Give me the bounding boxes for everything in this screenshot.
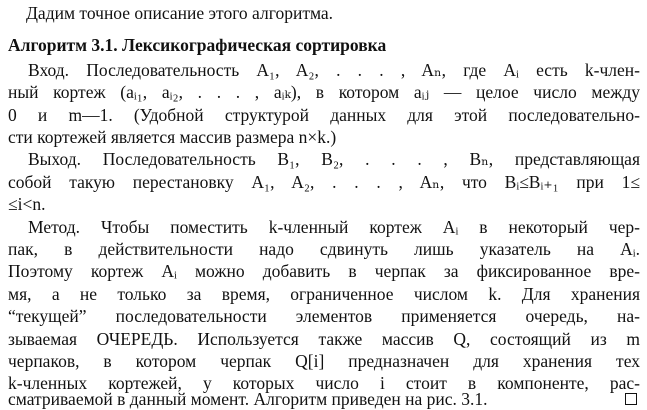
text-line: зываемая ОЧЕРЕДЬ. Используется также массив Q, состоящий из m (8, 328, 640, 349)
text-line: ≤i<n. (8, 194, 46, 215)
text-line: ный кортеж (aᵢ₁, aᵢ₂, . . . , aᵢₖ), в котором aᵢⱼ — целое число между (8, 82, 640, 103)
text-line: собой такую перестановку A₁, A₂, . . . , Aₙ, что Bᵢ≤Bᵢ₊₁ при 1≤ (8, 171, 640, 192)
end-of-algorithm-icon (625, 393, 637, 405)
algorithm-heading: Алгоритм 3.1. Лексикографическая сортировка (8, 35, 387, 56)
text-line: Выход. Последовательность B₁, B₂, . . . , Bₙ, представляющая (28, 149, 640, 170)
text-line: пак, в действительности надо сдвинуть лишь указатель на Aᵢ. (8, 239, 640, 259)
text-line: Вход. Последовательность A₁, A₂, . . . , Aₙ, где Aᵢ есть k-член- (28, 59, 640, 80)
text-line: Поэтому кортеж Aᵢ можно добавить в черпак за фиксированное вре- (8, 261, 640, 282)
text-line: черпаков, в котором черпак Q[i] предназначен для хранения тех (8, 351, 640, 371)
text-line: 0 и m—1. (Удобной структурой данных для этой последовательно- (8, 104, 640, 125)
text-line: Метод. Чтобы поместить k-членный кортеж Aᵢ в некоторый чер- (28, 216, 640, 237)
text-line: сматриваемой в данный момент. Алгоритм приведен на рис. 3.1. (8, 388, 488, 409)
text-line: мя, а не только за время, ограниченное числом k. Для хранения (8, 283, 640, 304)
intro-sentence: Дадим точное описание этого алгоритма. (26, 3, 334, 23)
text-line: k-членных кортежей, у которых число i стоит в компоненте, рас- (8, 373, 640, 394)
text-line: “текущей” последовательности элементов применяется очередь, на- (8, 306, 640, 327)
text-line: сти кортежей является массив размера n×k.) (8, 127, 337, 147)
